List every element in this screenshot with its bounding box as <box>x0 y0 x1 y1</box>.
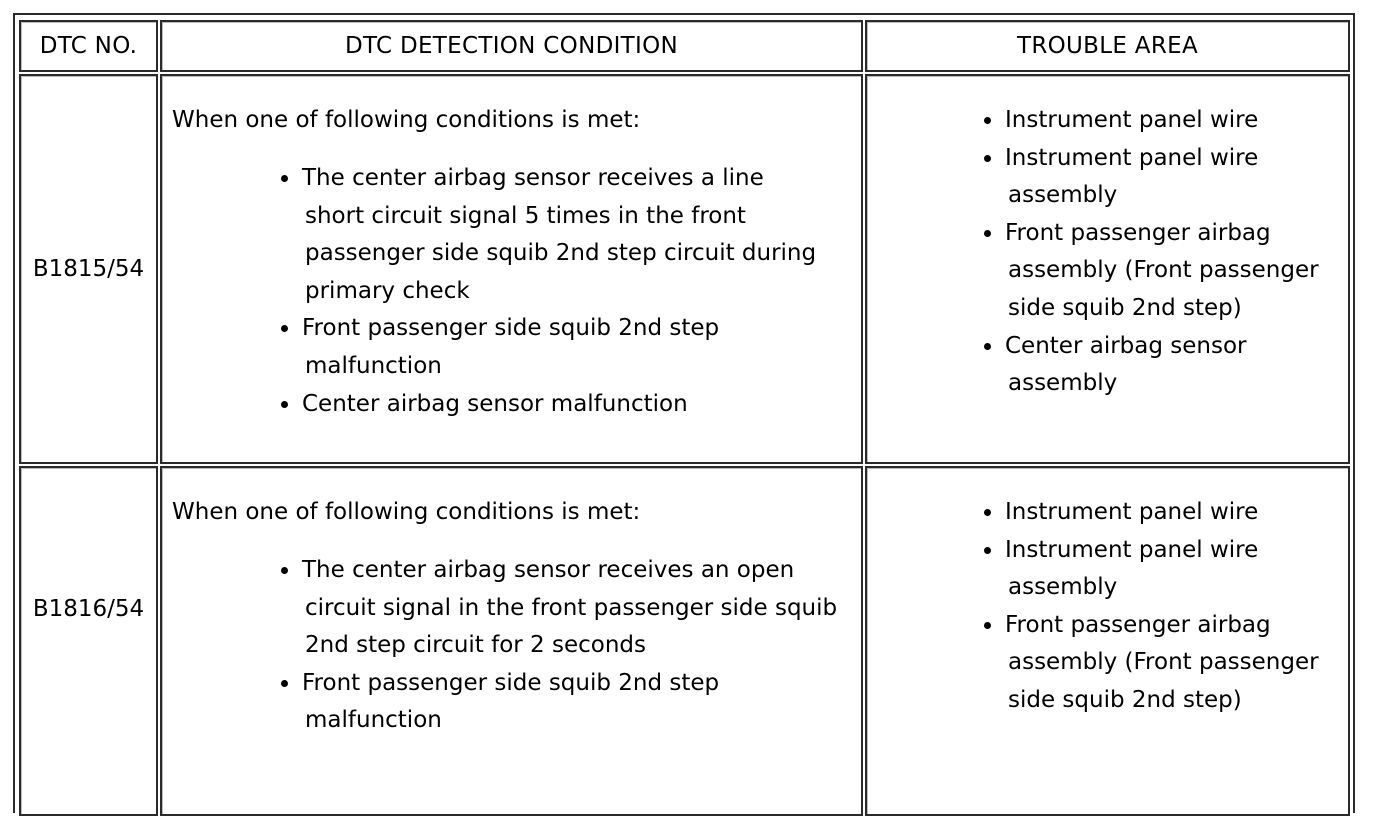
condition-item: The center airbag sensor receives a line short circuit signal 5 times in the front passenger side squib 2nd step circuit during primary check <box>305 160 825 310</box>
trouble-area-list <box>1005 494 1338 720</box>
condition-item: The center airbag sensor receives an open circuit signal in the front passenger side squib 2nd step circuit for 2 seconds <box>305 552 850 665</box>
trouble-area-item: Instrument panel wire <box>1008 102 1338 140</box>
table-row-1-code <box>19 74 158 464</box>
trouble-area-item: Instrument panel wire <box>1008 494 1338 532</box>
header-dtc-no-label: DTC NO. <box>39 33 138 59</box>
condition-list <box>302 552 850 740</box>
condition-list <box>302 160 825 423</box>
header-detection-condition <box>160 20 863 72</box>
trouble-area-item: Center airbag sensor assembly <box>1008 328 1308 403</box>
trouble-area-item: Instrument panel wire assembly <box>1008 140 1308 215</box>
table-row-2-condition <box>160 466 863 816</box>
trouble-area-item: Front passenger airbag assembly (Front passenger side squib 2nd step) <box>1008 215 1338 328</box>
header-trouble-area-label: TROUBLE AREA <box>1017 33 1198 59</box>
condition-item: Front passenger side squib 2nd step malfunction <box>305 665 775 740</box>
trouble-area-item: Instrument panel wire assembly <box>1008 532 1308 607</box>
header-dtc-no <box>19 20 158 72</box>
header-detection-condition-label: DTC DETECTION CONDITION <box>344 33 679 59</box>
condition-intro: When one of following conditions is met: <box>172 107 641 133</box>
condition-item: Front passenger side squib 2nd step malfunction <box>305 310 775 385</box>
header-trouble-area <box>865 20 1350 72</box>
condition-item: Center airbag sensor malfunction <box>305 386 825 424</box>
table-row-2-trouble-area <box>865 466 1350 816</box>
dtc-code: B1816/54 <box>32 596 145 622</box>
dtc-code: B1815/54 <box>32 256 145 282</box>
trouble-area-list <box>1005 102 1338 403</box>
table-row-2-code <box>19 466 158 816</box>
table-row-1-condition <box>160 74 863 464</box>
table-row-1-trouble-area <box>865 74 1350 464</box>
condition-intro: When one of following conditions is met: <box>172 499 641 525</box>
trouble-area-item: Front passenger airbag assembly (Front passenger side squib 2nd step) <box>1008 607 1338 720</box>
